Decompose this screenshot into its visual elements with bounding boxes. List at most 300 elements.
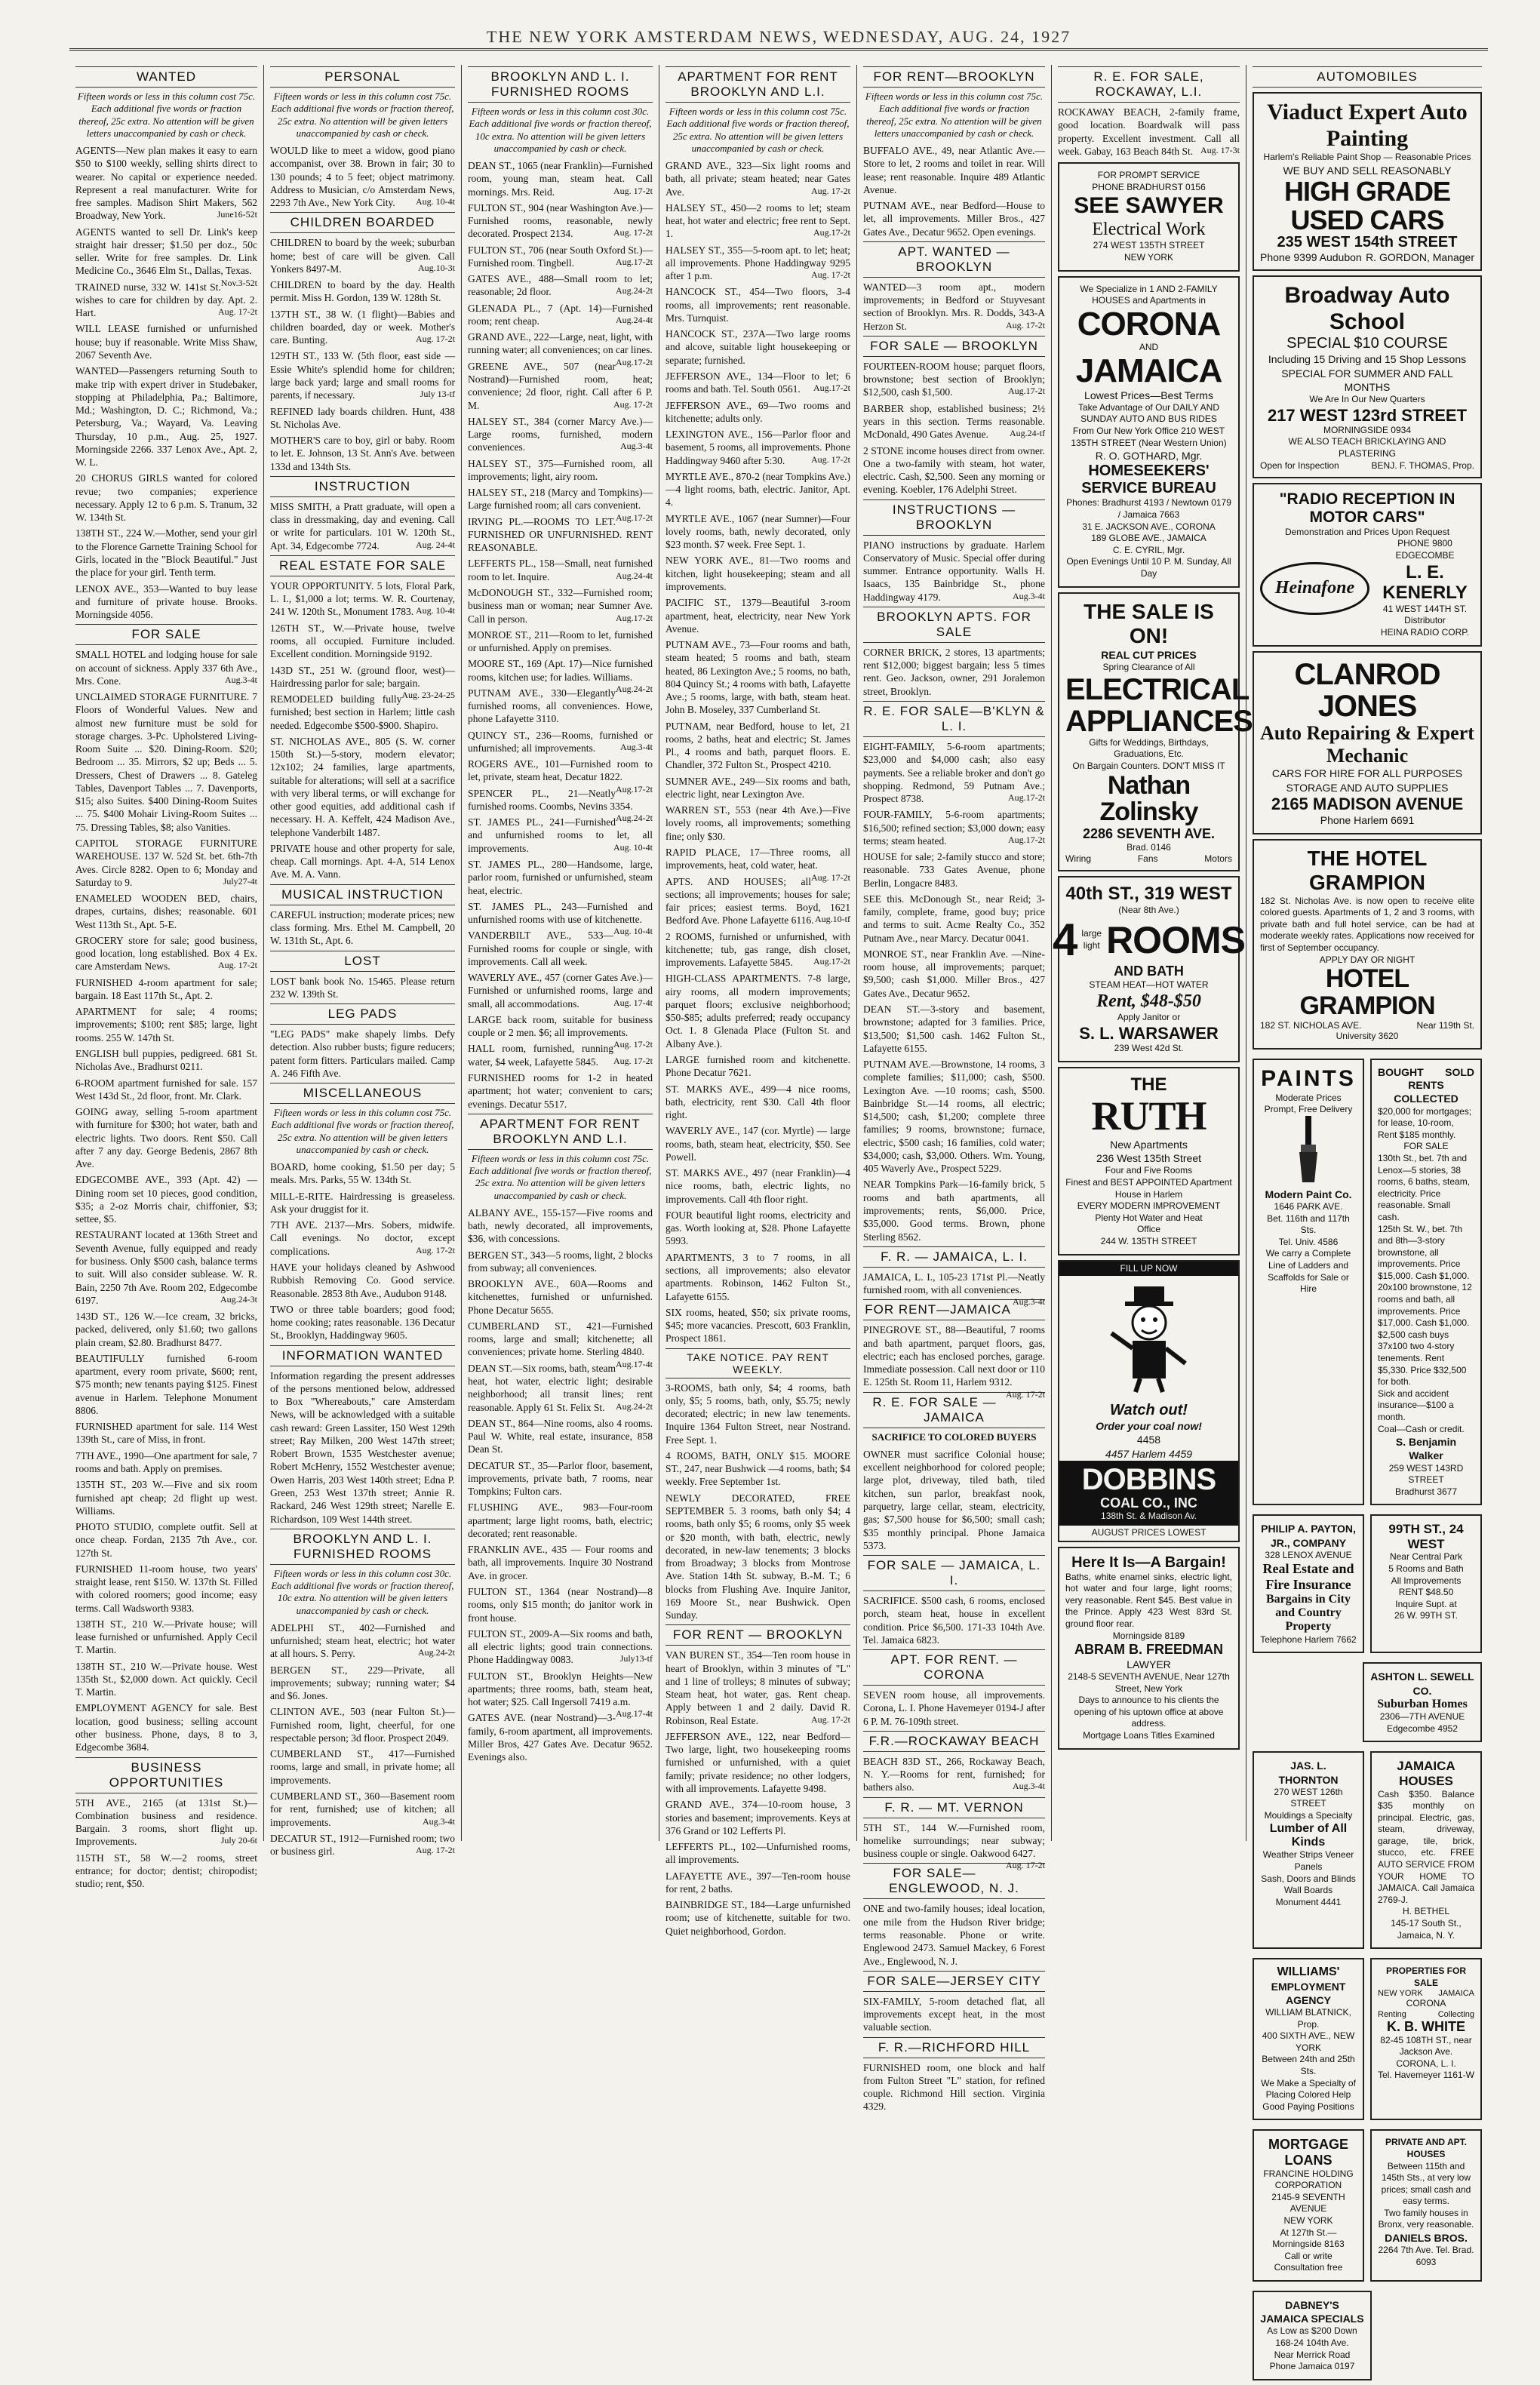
classified-ad xyxy=(75,1228,257,1307)
section-head-automobiles: AUTOMOBILES xyxy=(1253,66,1482,88)
classified-ad xyxy=(270,1705,455,1744)
ad-run-date: Aug.10-3t xyxy=(418,262,455,273)
ad-text: SACRIFICE. $500 cash, 6 rooms, enclosed porch, steam heat, house in excellent condition. Price $6,500. 171-33 104th Ave. Tel. Jamaica 6823. xyxy=(863,1595,1045,1646)
ad-text: WANTED—3 room apt., modern improvements; in Bedford or Stuyvesant section of Brooklyn. Mrs. R. Dodds, 343-A Herzon St. xyxy=(863,281,1045,332)
ad-text: PUTNAM AVE.—Brownstone, 14 rooms, 3 complete families; $11,000; cash, $500. Lexington Ave. —10 rooms; cash, $500. Bainbridge St.—14 rooms, all electric; $14,500; cash, $1,200; complete three families; 9 rooms, brownstone; furnace, electric, $500 cash; 16 families, cold water; $34,000; cash, $3,000. Others. Wm. Young, 405 Waverly Ave., Prospect 5229. xyxy=(863,1059,1045,1175)
ad-list xyxy=(863,539,1045,604)
ad-text: 5TH AVE., 2165 (at 131st St.)—Combination business and residence. Bargain. 3 rooms, short flight up. Improvements. xyxy=(75,1796,257,1848)
ad-row-payton-99th xyxy=(1253,1510,1482,1658)
classified-ad xyxy=(75,582,257,622)
ad-text: WANTED—Passengers returning South to make trip with expert driver in Studebaker, stopping at Philadelphia, Pa.; Baltimore, Md.; Washington, D. C.; Richmond, Va.; Petersburg, Va.; Wayard, Va. Leaving Thursday, 10 p.m., Aug. 25, 1927. Morningside 2266. 337 Lenox Ave., Apt. 2, W. L. xyxy=(75,365,257,469)
ad-text: MYRTLE AVE., 1067 (near Sumner)—Four lovely rooms, bath, newly decorated, only $23 month. $7 week. Free Sept. 1. xyxy=(665,512,850,551)
classified-ad xyxy=(665,554,850,593)
ad-text: 20 CHORUS GIRLS wanted for colored revue; two companies; experience necessary. Apply 12 to 6 p.m. S. Tranum, 32 W. 134th St. xyxy=(75,472,257,524)
ad-text: PUTNAM AVE., 330—Elegantly furnished rooms, all conveniences. Howe, phone Lafayette 3110. xyxy=(468,687,653,725)
ad-run-date: Aug. 10-4t xyxy=(416,605,455,616)
ad-text: LARGE furnished room and kitchenette. Phone Decatur 7621. xyxy=(665,1054,850,1079)
ad-run-date: Aug.24-2t xyxy=(616,285,653,297)
section-head-apartment-for-rent: APARTMENT FOR RENT BROOKLYN AND L.I. xyxy=(665,66,850,103)
ad-run-date: Aug.17-2t xyxy=(813,227,850,238)
ad-payton: PHILIP A. PAYTON, JR., COMPANY 328 LENOX AVENUE Real Estate and Fire Insurance Bargains in City and Country Property Telephone Harlem 7662 xyxy=(1253,1514,1364,1653)
ad-list xyxy=(468,1206,653,1764)
classified-ad xyxy=(665,972,850,1050)
classified-ad xyxy=(468,1277,653,1317)
ad-text: RESTAURANT located at 136th Street and Seventh Avenue, fully equipped and ready for business. Only $500 cash, balance terms to suit. Will also consider sublease. W. R. Bain, 2250 7th Ave. Room 202, Edgecombe 6197. xyxy=(75,1229,257,1306)
masthead: THE NEW YORK AMSTERDAM NEWS, WEDNESDAY, AUG. 24, 1927 xyxy=(69,23,1488,51)
classified-ad xyxy=(665,720,850,772)
classified-ad xyxy=(863,1821,1045,1871)
rate-note: Fifteen words or less in this column cost 75c. Each additional five words or fraction thereof, 25c extra. No attention will be given letters unaccompanied by cash or check. xyxy=(865,91,1044,139)
ad-text: 126TH ST., W.—Private house, twelve rooms, all occupied. Furniture included. Excellent condition. Morningside 9192. xyxy=(270,622,455,660)
ad-list xyxy=(75,648,257,1753)
classified-ad xyxy=(270,349,455,401)
classified-ad xyxy=(863,402,1045,441)
ad-text: ENGLISH bull puppies, pedigreed. 681 St. Nicholas Ave., Bradhurst 0211. xyxy=(75,1048,257,1073)
section-head: F. R.—RICHFORD HILL xyxy=(863,2037,1045,2058)
ad-list xyxy=(863,740,1045,1243)
section-head-real-estate: REAL ESTATE FOR SALE xyxy=(270,555,455,576)
classified-ad xyxy=(270,1621,455,1661)
sacrifice-note: SACRIFICE TO COLORED BUYERS xyxy=(871,1431,1037,1443)
rate-note: Fifteen words or less in this column cost 75c. Each additional five words or fraction thereof, 25c extra. No attention will be given letters unaccompanied by cash or check. xyxy=(271,1107,454,1155)
ad-text: ST. JAMES PL., 241—Furnished and unfurnished rooms to let, all improvements. xyxy=(468,816,653,854)
ad-text: HALSEY ST., 384 (corner Marcy Ave.)—Large rooms, furnished, modern conveniences. xyxy=(468,415,653,453)
classified-ad xyxy=(75,1005,257,1044)
ad-list xyxy=(863,1755,1045,1794)
ad-run-date: July13-tf xyxy=(619,1653,653,1664)
classified-ad xyxy=(468,1071,653,1111)
classified-ad xyxy=(75,1563,257,1615)
classified-ad xyxy=(468,1206,653,1246)
ad-text: ST. JAMES PL., 280—Handsome, large, parlor room, furnished or unfurnished, steam heat, electric. xyxy=(468,859,653,896)
ad-run-date: Aug.3-4t xyxy=(1013,1296,1045,1308)
classified-ad xyxy=(468,557,653,583)
ad-text: 4 ROOMS, BATH, ONLY $15. MOORE ST., 247, near Bushwick —4 rooms, bath; $4 weekly. Free September 1st. xyxy=(665,1449,850,1488)
classified-ad xyxy=(863,1755,1045,1794)
ad-text: LENOX AVE., 353—Wanted to buy lease and furniture of private house. Brooks. Morningside 4056. xyxy=(75,582,257,621)
ad-run-date: Aug. 17-2t xyxy=(416,333,455,345)
ad-run-date: Aug. 23-24-25 xyxy=(401,690,455,701)
ad-run-date: Aug.17-2t xyxy=(616,356,653,367)
section-head-for-sale: FOR SALE xyxy=(75,624,257,645)
ad-text: 7TH AVE. 2137—Mrs. Sobers, midwife. Call evenings. No doctor, except complications. xyxy=(270,1219,455,1257)
ad-text: 137TH ST., 38 W. (1 flight)—Babies and children boarded, day or week. Mother's care. Bunting. xyxy=(270,308,455,346)
ad-text: SUMNER AVE., 249—Six rooms and bath, electric light, near Lexington Ave. xyxy=(665,775,850,800)
classified-ad xyxy=(75,1047,257,1074)
section-head-info: INFORMATION WANTED xyxy=(270,1345,455,1366)
ad-text: NEWLY DECORATED, FREE SEPTEMBER 5. 3 rooms, bath only $4; 4 rooms, bath only $5; 6 rooms, only $5 week or $20 month, with bath, electric, newly decorated, in new-law tenements; 3 blocks from Broadway; 3 blocks from Montrose Ave. Station 14th St. subway, B.-M. T.; 6 blocks from Flushing Ave. Inquire Janitor, 169 Moore St., near Bushwick. Open Sunday. xyxy=(665,1492,850,1621)
ad-text: LEXINGTON AVE., 156—Parlor floor and basement, 5 rooms, all improvements. Phone Haddingway 9460 after 5:30. xyxy=(665,429,850,466)
ad-text: 143D ST., 126 W.—Ice cream, 32 bricks, packed, delivered, only $1.60; two gallons plain cream, $2.80. Bradhurst 8477. xyxy=(75,1311,257,1348)
ad-run-date: Aug.3-4t xyxy=(1013,590,1045,601)
ad-kb-white: PROPERTIES FOR SALE NEW YORK JAMAICA CORONA Renting Collecting K. B. WHITE 82-45 108TH ST., near Jackson Ave. CORONA, L. I. Tel. Havemeyer 1161-W xyxy=(1370,1958,1482,2120)
ad-text: VANDERBILT AVE., 533—Furnished rooms for couple or single, with improvements. Call all week. xyxy=(468,930,653,967)
ad-text: DEAN ST., 864—Nine rooms, also 4 rooms. Paul W. White, real estate, insurance, 858 Dean St. xyxy=(468,1417,653,1455)
classified-ad xyxy=(270,1664,455,1703)
ad-run-date: Aug.3-4t xyxy=(225,674,257,685)
section-head-apartment-for-rent: APARTMENT FOR RENT BROOKLYN AND L.I. xyxy=(468,1114,653,1150)
ad-text: ALBANY AVE., 155-157—Five rooms and bath, newly decorated, all improvements, $36, with concessions. xyxy=(468,1206,653,1245)
classified-ad xyxy=(270,236,455,275)
ad-text: LEFFERTS PL., 158—Small, neat furnished room to let. Inquire. xyxy=(468,558,653,582)
ad-run-date: June16-52t xyxy=(217,209,257,220)
ad-clanrod-jones: CLANROD JONES Auto Repairing & Expert Mechanic CARS FOR HIRE FOR ALL PURPOSES STORAGE AND AUTO SUPPLIES 2165 MADISON AVENUE Phone Harlem 6691 xyxy=(1253,651,1482,835)
ad-text: AGENTS wanted to sell Dr. Link's keep straight hair dresser; $1.50 per doz., 50c seller. Write for free samples. Dr. Link Medicine Co., 3646 Elm St., Dallas, Texas. xyxy=(75,226,257,277)
ad-run-date: Aug.24-2t xyxy=(418,1647,455,1658)
paint-brush-icon xyxy=(1293,1116,1323,1184)
classified-ad xyxy=(468,1459,653,1498)
ad-text: McDONOUGH ST., 332—Furnished room; business man or woman; near Sumner Ave. Call in person. xyxy=(468,586,653,625)
ad-text: FURNISHED 4-room apartment for sale; bargain. 18 East 117th St., Apt. 2. xyxy=(75,976,257,1001)
ad-text: APARTMENT for sale; 4 rooms; improvements; $100; rent $85; large, light rooms. 255 W. 147th St. xyxy=(75,1006,257,1043)
classified-ad xyxy=(75,976,257,1003)
ad-text: HAVE your holidays cleaned by Ashwood Rubbish Removing Co. Good service. Reasonable. 2853 8th Ave., Audubon 9148. xyxy=(270,1262,455,1299)
classified-ad xyxy=(863,199,1045,238)
classified-ad xyxy=(270,434,455,473)
section-head: F. R. — MT. VERNON xyxy=(863,1797,1045,1818)
ad-text: 6-ROOM apartment furnished for sale. 157 West 143d St., 2d floor, front. Mr. Clark. xyxy=(75,1077,257,1102)
section-head-instruction: INSTRUCTION xyxy=(270,476,455,497)
ad-text: 129TH ST., 133 W. (5th floor, east side — Essie White's splendid home for children; large back yard; large and small rooms for parents, if necessary. xyxy=(270,350,455,401)
classified-ad xyxy=(270,1219,455,1258)
ad-text: ST. NICHOLAS AVE., 805 (S. W. corner 150th St.)—5-story, modern elevator; 12x102; 24 families, large apartments, suitable for alterations; will sell at a sacrifice with very liberal terms, or will exchange for other good equities, add additional cash if necessary. H. A. Keffelt, 424 Madison Ave., telephone Vanderbilt 1487. xyxy=(270,735,455,838)
classified-ad xyxy=(665,1449,850,1489)
ad-text: PHOTO STUDIO, complete outfit. Sell at once cheap. Fordan, 2135 7th Ave., cor. 127th St. xyxy=(75,1521,257,1559)
classified-ad xyxy=(270,1747,455,1787)
ad-jamaica-houses: JAMAICA HOUSES Cash $350. Balance $35 monthly on principal. Electric, gas, steam, driveway, garage, tile, brick, stucco, etc. FREE AUTO SERVICE FROM YOUR HOME TO JAMAICA. Call Jamaica 2769-J. H. BETHEL 145-17 South St., Jamaica, N. Y. xyxy=(1370,1751,1482,1949)
ad-text: SIX rooms, heated, $50; six private rooms, $45; more vacancies. Prescott, 603 Franklin, Prospect 1861. xyxy=(665,1306,850,1345)
ad-text: REMODELED building fully furnished; best section in Harlem; little cash needed. Edgecombe $500-$900. Shapiro. xyxy=(270,693,455,731)
ad-text: JAMAICA, L. I., 105-23 171st Pl.—Neatly furnished room, with all conveniences. xyxy=(863,1271,1045,1296)
ad-text: WOULD like to meet a widow, good piano accompanist, over 38. Brown in fair; 30 to 130 pounds; 4 to 5 feet; object matrimony. Address to Musician, c/o Amsterdam News, 2293 7th Ave., New York City. xyxy=(270,145,455,209)
ad-sawyer: FOR PROMPT SERVICE PHONE BRADHURST 0156 SEE SAWYER Electrical Work 274 WEST 135TH STREET NEW YORK xyxy=(1058,162,1240,271)
classified-ad xyxy=(863,444,1045,496)
ad-run-date: Aug.17-2t xyxy=(616,612,653,623)
section-head-musical: MUSICAL INSTRUCTION xyxy=(270,884,455,905)
ad-list xyxy=(665,1649,850,1938)
ad-run-date: Aug. 10-4t xyxy=(416,196,455,207)
classified-ad xyxy=(863,1448,1045,1552)
classified-ad xyxy=(75,1310,257,1349)
classified-ad xyxy=(863,1995,1045,2034)
ad-text: PUTNAM AVE., 73—Four rooms and bath, steam heated; 5 rooms and bath, steam heated, 86 Lexington Ave.; 5 rooms, no bath, 804 Quincy St.; 4 rooms with bath, Lafayette Ave.; 5 rooms, large, with bath, steam heat. John B. Moseley, 337 Cumberland St. xyxy=(665,639,850,716)
classified-ad xyxy=(665,1649,850,1727)
ad-run-date: Aug.24-2t xyxy=(616,813,653,824)
ad-text: FRANKLIN AVE., 435 — Four rooms and bath, all improvements. Inquire 30 Nostrand Ave. in grocer. xyxy=(468,1544,653,1581)
ad-list xyxy=(863,1323,1045,1400)
ad-text: ENAMELED WOODEN BED, chairs, drapes, curtains, dishes; reasonable. 601 West 113th St., Apt. 5-E. xyxy=(75,893,257,930)
classified-ad xyxy=(75,1420,257,1446)
ad-run-date: Aug.17-2t xyxy=(1008,386,1045,397)
classified-ad xyxy=(75,1352,257,1417)
ad-text: MOORE ST., 169 (Apt. 17)—Nice furnished rooms, kitchen use; for ladies. Williams. xyxy=(468,658,653,683)
classified-ad xyxy=(665,1053,850,1080)
classified-ad xyxy=(863,1003,1045,1055)
classified-ad xyxy=(468,159,653,198)
ad-run-date: Aug.24-2t xyxy=(616,1400,653,1412)
classified-ad xyxy=(665,1870,850,1896)
classified-ad xyxy=(665,470,850,509)
ad-run-date: Aug. 17-2t xyxy=(613,1039,653,1050)
classified-ad xyxy=(468,272,653,299)
classified-ad xyxy=(468,415,653,454)
ad-run-date: Aug.24-tf xyxy=(1010,428,1045,439)
ad-run-date: Aug.24-2t xyxy=(616,683,653,694)
classified-ad xyxy=(468,657,653,694)
ad-40th-street: 40th ST., 319 WEST (Near 8th Ave.) 4 large light ROOMS AND BATH STEAM HEAT—HOT WATER Rent, $48-$50 Apply Janitor or S. L. WARSAWER 239 West 42d St. xyxy=(1058,876,1240,1062)
classified-ad xyxy=(665,201,850,241)
ad-text: BUFFALO AVE., 49, near Atlantic Ave.—Store to let, 2 rooms and toilet in rear. Will lease; rent reasonable. Inquire 489 Atlantic Avenue. xyxy=(863,145,1045,195)
ad-run-date: Aug. 17-2t xyxy=(613,398,653,410)
ad-run-date: Aug.17-2t xyxy=(813,383,850,394)
classified-ad xyxy=(665,1166,850,1206)
section-head-brooklyn-rooms: BROOKLYN AND L. I. FURNISHED ROOMS xyxy=(468,66,653,103)
ad-text: LEFFERTS PL., 102—Unfurnished rooms, all improvements. xyxy=(665,1841,850,1866)
ad-run-date: Aug. 17-2t xyxy=(811,871,850,883)
ad-text: FULTON ST., 904 (near Washington Ave.)—Furnished rooms, reasonable, newly decorated. Prospect 2134. xyxy=(468,201,653,240)
ad-corona-jamaica: We Specialize in 1 AND 2-FAMILY HOUSES and Apartments in CORONA AND JAMAICA Lowest Prices—Best Terms Take Advantage of Our DAILY AND SUNDAY AUTO AND BUS RIDES From Our New York Office 210 WEST 135TH STREET (Near Western Union) R. O. GOTHARD, Mgr. HOMESEEKERS' SERVICE BUREAU Phones: Bradhurst 4193 / Newtown 0179 / Jamaica 7663 31 E. JACKSON AVE., CORONA 189 GLOBE AVE., JAMAICA C. E. CYRIL, Mgr. Open Evenings Until 10 P. M. Sunday, All Day xyxy=(1058,276,1240,588)
classified-ad xyxy=(270,1303,455,1342)
ad-list xyxy=(270,500,455,552)
ad-text: FURNISHED rooms for 1-2 in heated apartment; hot water; convenient to cars; evenings. Decatur 5517. xyxy=(468,1072,653,1110)
ad-run-date: Aug. 10-4t xyxy=(613,926,653,937)
ad-the-ruth: THE RUTH New Apartments 236 West 135th Street Four and Five Rooms Finest and BEST APPOINTED Apartment House in Harlem EVERY MODERN IMPROVEMENT Plenty Hot Water and Heat Office 244 W. 135TH STREET xyxy=(1058,1067,1240,1256)
ad-text: DEAN ST.—3-story and basement, brownstone; adapted for 3 families. Price, $13,500; $1,500 cash. 1462 Fulton St., Lafayette 6155. xyxy=(863,1003,1045,1054)
classified-ad xyxy=(75,690,257,834)
ad-text: GATES AVE. (near Nostrand)—3-family, 6-room apartment, all improvements. Miller Bros, 427 Gates Ave. Decatur 9652. Evenings also. xyxy=(468,1712,653,1763)
classified-ad xyxy=(665,512,850,552)
classified-ad xyxy=(665,1730,850,1795)
ad-text: SIX-FAMILY, 5-room detached flat, all improvements except heat, in the most valuable section. xyxy=(863,1995,1045,2033)
column-automobiles xyxy=(1246,65,1488,2372)
classified-ad xyxy=(468,1249,653,1275)
classified-ad xyxy=(863,1689,1045,1728)
ad-run-date: Aug. 17-2t xyxy=(416,1845,455,1856)
ad-text: IRVING PL.—ROOMS TO LET. FURNISHED OR UNFURNISHED. RENT REASONABLE. xyxy=(468,515,653,554)
ad-hotel-grampion: THE HOTEL GRAMPION 182 St. Nicholas Ave. is now open to receive elite colored guests. Apartments of 1, 2 and 3 rooms, with private bath and full hotel service, can be had at moderate weekly rates. Applications now received for first of September occupancy. APPLY DAY OR NIGHT HOTEL GRAMPION 182 ST. NICHOLAS AVE. Near 119th St. University 3620 xyxy=(1253,839,1482,1050)
ad-run-date: Aug.17-4t xyxy=(616,1708,653,1720)
ad-text: HALSEY ST., 375—Furnished room, all improvements; light, airy room. xyxy=(468,457,653,482)
section-head: FOR SALE — JAMAICA, L. I. xyxy=(863,1555,1045,1591)
classified-ad xyxy=(75,226,257,288)
classified-ad xyxy=(270,1790,455,1829)
ad-run-date: Aug. 17-2t xyxy=(218,960,257,971)
ad-text: LOST bank book No. 15465. Please return 232 W. 139th St. xyxy=(270,975,455,1000)
classified-ad xyxy=(75,527,257,579)
classified-ad xyxy=(270,579,455,619)
classified-ad xyxy=(1058,106,1240,158)
ad-text: HANCOCK ST., 454—Two floors, 3-4 rooms, all improvements; rent reasonable. Mrs. Turnquist. xyxy=(665,286,850,324)
ad-text: LARGE back room, suitable for business couple or 2 men. $6; all improvements. xyxy=(468,1013,653,1039)
classified-ad xyxy=(665,1898,850,1938)
classified-ad xyxy=(75,1478,257,1517)
classified-ad xyxy=(863,850,1045,890)
ad-text: 2 STONE income houses direct from owner. One a two-family with steam, hot water, electric. Cash, $2,500. Seen any morning or evening. Koebler, 176 Adelphi Street. xyxy=(863,444,1045,496)
ad-text: 143D ST., 251 W. (ground floor, west)—Hairdressing parlor for sale; bargain. xyxy=(270,664,455,689)
classified-ad xyxy=(75,1077,257,1103)
classified-ad xyxy=(75,837,257,889)
ad-dobbins-coal: FILL UP NOW Watch out! Order your coal now! 4458 4457 Harlem 4459 DOBBINS COAL CO., INC 138th St. & Madison Av. AUGUST PRICES LOWEST xyxy=(1058,1260,1240,1542)
ad-text: PUTNAM, near Bedford, house to let, 21 rooms, 2 baths, heat and electric; St. James Pl., 4 rooms and bath, parquet floors. E. Chandler, 372 Fulton St., Prospect 4210. xyxy=(665,720,850,771)
ad-text: FOUR beautiful light rooms, electricity and gas. Worth looking at, $28. Phone Lafayette 5993. xyxy=(665,1209,850,1247)
ad-list xyxy=(863,1821,1045,1871)
classified-ad xyxy=(863,646,1045,698)
ad-text: 138TH ST., 224 W.—Mother, send your girl to the Florence Garnette Training School for Girls, located in the "Block Beautiful." Just the place for your girl. Tenth term. xyxy=(75,527,257,579)
ad-row-williams-properties xyxy=(1253,1953,1482,2125)
ad-text: SMALL HOTEL and lodging house for sale on account of sickness. Apply 337 6th Ave., Mrs. Cone. xyxy=(75,649,257,687)
ad-text: SEVEN room house, all improvements. Corona, L. I. Phone Havemeyer 0194-J after 6 P. M. 76-109th street. xyxy=(863,1689,1045,1727)
classified-ad xyxy=(75,1660,257,1699)
classified-ad xyxy=(665,428,850,467)
ad-text: ROCKAWAY BEACH, 2-family frame, good location. Boardwalk will pass property. Excellent investment. Call all week. Gabay, 163 Beach 84th St. xyxy=(1058,106,1240,157)
ad-text: AGENTS—New plan makes it easy to earn $50 to $100 weekly, selling shirts direct to wearer. No capital or experience needed. Represent a real manufacturer. Write for free samples. Madison Shirt Makers, 562 Broadway, New York. xyxy=(75,145,257,222)
classified-ad xyxy=(863,539,1045,604)
classified-ad xyxy=(75,1173,257,1225)
ad-dabney: DABNEY'S JAMAICA SPECIALS As Low as $200 Down 168-24 104th Ave. Near Merrick Road Phone Jamaica 0197 xyxy=(1253,2291,1372,2380)
ad-text: MONROE ST., 211—Room to let, furnished or unfurnished. Apply on premises. xyxy=(468,629,653,654)
ad-row-paints-bought xyxy=(1253,1054,1482,1510)
ad-run-date: July 13-tf xyxy=(420,389,455,400)
classified-ad xyxy=(468,1585,653,1624)
ad-text: APARTMENTS, 3 to 7 rooms, in all sections, all improvements; also elevator apartments. Robinson, 1462 Fulton St., Lafayette 6155. xyxy=(665,1251,850,1302)
ad-run-date: July 20-6t xyxy=(220,1835,257,1846)
ad-list xyxy=(665,159,850,1345)
classified-ad xyxy=(75,1852,257,1891)
classified-ad xyxy=(270,908,455,948)
classified-ad xyxy=(468,244,653,270)
classified-ad xyxy=(665,596,850,635)
ad-list xyxy=(863,360,1045,496)
ad-text: GRAND AVE., 222—Large, neat, light, with running water; all conveniences; on car lines. xyxy=(468,331,653,356)
ad-text: DEAN ST., 1065 (near Franklin)—Furnished room, young man, steam heat. Call mornings. Mrs. Reid. xyxy=(468,160,653,198)
ad-text: BERGEN ST., 343—5 rooms, light, 2 blocks from subway; all conveniences. xyxy=(468,1249,653,1274)
section-head: BROOKLYN APTS. FOR SALE xyxy=(863,607,1045,643)
ad-run-date: Nov.3-52t xyxy=(220,277,257,288)
ad-text: BEACH 83D ST., 266, Rockaway Beach, N. Y.—Rooms for rent, furnished; for bathers also. xyxy=(863,1755,1045,1793)
ad-run-date: Aug.24-4t xyxy=(616,314,653,325)
ad-text: GREENE AVE., 507 (near Nostrand)—Furnished room, heat; convenience; 2d floor, right. Call after 6 P. M. xyxy=(468,360,653,411)
ad-list xyxy=(270,144,455,209)
classified-ad xyxy=(665,370,850,396)
ad-text: 5TH ST., 144 W.—Furnished room, homelike surroundings; near subway; business couple or single. Oakwood 6427. xyxy=(863,1821,1045,1860)
ad-text: 135TH ST., 203 W.—Five and six room furnished apt cheap; 2d flight up west. Williams. xyxy=(75,1479,257,1517)
section-head: INSTRUCTIONS — BROOKLYN xyxy=(863,499,1045,536)
ad-run-date: Aug. 17-2t xyxy=(811,1713,850,1725)
ad-text: HOUSE for sale; 2-family stucco and store; reasonable. 733 Gates Avenue, phone Berlin, Longacre 8483. xyxy=(863,851,1045,889)
ad-run-date: Aug. 17-2t xyxy=(811,453,850,465)
classified-ad xyxy=(270,1028,455,1080)
ad-list xyxy=(270,1160,455,1342)
section-head: R. E. FOR SALE, ROCKAWAY, L.I. xyxy=(1058,66,1240,103)
ad-williams-employment: WILLIAMS' EMPLOYMENT AGENCY WILLIAM BLATNICK, Prop. 400 SIXTH AVE., NEW YORK Between 24th and 25th Sts. We Make a Specialty of Placing Colored Help Good Paying Positions xyxy=(1253,1958,1364,2120)
ad-text: CHILDREN to board by the day. Health permit. Miss H. Gordon, 139 W. 128th St. xyxy=(270,279,455,304)
classified-ad xyxy=(270,1190,455,1216)
heinafone-logo: Heinafone xyxy=(1274,578,1355,598)
ad-text: FOUR-FAMILY, 5-6-room apartments; $16,500; refined section; $3,000 down; easy terms; steam heated. xyxy=(863,809,1045,847)
ad-text: BEAUTIFULLY furnished 6-room apartment, every room private, $600; rent, $75 month; new tenants paying $125. Finest avenue in Harlem. Telephone Monument 8806. xyxy=(75,1352,257,1416)
ad-benjamin-walker: BOUGHT SOLD RENTS COLLECTED $20,000 for mortgages; for lease, 10-room, Rent $185 monthly. FOR SALE 130th St., bet. 7th and Lenox—5 stories, 38 rooms, 6 baths, steam, electricity. Price reasonable. Small cash. 125th St. W., bet. 7th and 8th—3-story brownstone, all improvements. Price $15,000. Cash $1,000. 20x100 brownstone, 12 rooms and bath, all improvements. Price $17,000. Cash $1,000. $2,500 cash buys 37x100 two 4-story tenements. Rent $5,330. Price $32,500 for both. Sick and accident insurance—$100 a month. Coal—Cash or credit. S. Benjamin Walker 259 WEST 143RD STREET Bradhurst 3677 xyxy=(1370,1059,1482,1505)
classified-ad xyxy=(665,399,850,426)
ad-run-date: Aug.3-4t xyxy=(1013,1781,1045,1792)
classified-ad xyxy=(270,500,455,552)
ad-text: BROOKLYN AVE., 60A—Rooms and kitchenettes, furnished or unfurnished. Phone Decatur 5655. xyxy=(468,1278,653,1316)
ad-text: LAFAYETTE AVE., 397—Ten-room house for rent, 2 baths. xyxy=(665,1870,850,1895)
column-apartment-rent xyxy=(659,65,857,1937)
ad-run-date: Aug.17-2t xyxy=(616,512,653,523)
ad-bargain-freedman: Here It Is—A Bargain! Baths, white enamel sinks, electric light, hot water and four large, light rooms; very reasonable. Rent $45. Best value in the Prince. Apply 423 West 83rd St. ground floor rear. Morningside 8189 ABRAM B. FREEDMAN LAWYER 2148-5 SEVENTH AVENUE, Near 127th Street, New York Days to announce to his clients the opening of his uptown office at above address. Mortgage Loans Titles Examined xyxy=(1058,1547,1240,1750)
ad-text: 138TH ST., 210 W.—Private house. West 135th St., $2,000 down. Act quickly. Cecil T. Martin. xyxy=(75,1660,257,1698)
ad-text: GATES AVE., 488—Small room to let; reasonable; 2d floor. xyxy=(468,273,653,298)
ad-text: EMPLOYMENT AGENCY for sale. Best location, good business; selling account other business. Phone, days, 8 to 3, Edgecombe 3684. xyxy=(75,1702,257,1753)
ad-run-date: Aug.3-4t xyxy=(620,741,653,752)
classified-ad xyxy=(468,1013,653,1050)
classified-ad xyxy=(665,775,850,801)
rate-note: Fifteen words or less in this column cost 75c. Each additional five words or fraction thereof, 25c extra. No attention will be given letters unaccompanied by cash or check. xyxy=(469,1152,652,1201)
rate-note: Fifteen words or less in this column cost 30c. Each additional five words or fraction thereof, 10c extra. No attention will be given letters unaccompanied by cash or check. xyxy=(271,1567,454,1616)
classified-ad xyxy=(468,858,653,897)
classified-ad xyxy=(75,322,257,361)
section-head: FOR SALE—JERSEY CITY xyxy=(863,1971,1045,1992)
ad-list xyxy=(863,646,1045,698)
classified-ad xyxy=(863,948,1045,1000)
ad-text: QUINCY ST., 236—Rooms, furnished or unfurnished; all improvements. xyxy=(468,729,653,754)
ad-text: CORNER BRICK, 2 stores, 13 apartments; rent $12,000; biggest bargain; less 5 times rent. Geo. Jackson, owner, 291 Joralemon street, Brooklyn. xyxy=(863,646,1045,697)
classified-ad xyxy=(468,201,653,241)
ad-list xyxy=(863,1995,1045,2034)
ad-text: APTS. AND HOUSES; all sections; all improvements; houses for sale; fair prices; easiest terms. Boyd, 1621 Bedford Ave. Phone Lafayette 6116. xyxy=(665,875,850,927)
ad-run-date: Aug. 17-2t xyxy=(811,185,850,196)
rate-note: Fifteen words or less in this column cost 75c. Each additional five words or fraction thereof, 25c extra. No attention will be given letters unaccompanied by cash or check. xyxy=(271,91,454,139)
classified-ad xyxy=(863,1271,1045,1308)
ad-text: MOTHER'S care to boy, girl or baby. Room to let. E. Johnson, 13 St. Ann's Ave. between 133d and 134th Sts. xyxy=(270,435,455,472)
ad-run-date: Aug.24-4t xyxy=(616,570,653,581)
section-head: FOR SALE—ENGLEWOOD, N. J. xyxy=(863,1863,1045,1899)
ad-run-date: Aug. 17-2t xyxy=(1006,1860,1045,1871)
classified-ad xyxy=(665,1492,850,1622)
ad-text: FULTON ST., 1364 (near Nostrand)—8 rooms, only $15 month; do janitor work in front house. xyxy=(468,1585,653,1624)
ad-run-date: Aug.24-3t xyxy=(220,1293,257,1305)
classified-ad xyxy=(665,846,850,883)
column-personal xyxy=(264,65,462,1858)
section-head: F. R. — JAMAICA, L. I. xyxy=(863,1246,1045,1268)
ad-text: DEAN ST.—Six rooms, bath, steam heat, hot water, electric light; desirable neighborhood; all transit lines; rent reasonable. Apply 61 St. Felix St. xyxy=(468,1362,653,1413)
ad-heinafone-radio: "RADIO RECEPTION IN MOTOR CARS" Demonstration and Prices Upon Request Heinafone PHONE 9800 EDGECOMBE L. E. KENERLY 41 WEST 144TH ST. Distributor HEINA RADIO CORP. xyxy=(1253,483,1482,647)
ad-text: CAPITOL STORAGE FURNITURE WAREHOUSE. 137 W. 52d St. bet. 6th-7th Aves. Circle 8282. Open to 6; Monday and Saturday to 9. xyxy=(75,838,257,888)
ad-text: HIGH-CLASS APARTMENTS. 7-8 large, airy rooms, all modern improvements; parquet floors; exclusive neighborhood; $50-$85; adults preferred; ready occupancy Oct. 1. 8 Glenada Place (Fulton St. and Albany Ave.). xyxy=(665,973,850,1050)
classified-ad xyxy=(270,405,455,432)
ad-list xyxy=(75,1796,257,1891)
ad-text: WARREN ST., 553 (near 4th Ave.)—Five lovely rooms, all improvements; something fine; only $30. xyxy=(665,804,850,842)
ad-text: VAN BUREN ST., 354—Ten room house in heart of Brooklyn, within 3 minutes of "L" and 1 line of trolleys; 8 minutes of subway; Steam heat, hot water, gas. Rent cheap. Apply between 1 and 2 daily. David R. Robinson, Real Estate. xyxy=(665,1649,850,1726)
classified-ad xyxy=(468,971,653,1010)
classified-ad xyxy=(665,1382,850,1446)
ad-list xyxy=(863,281,1045,333)
classified-ad xyxy=(75,1105,257,1170)
ad-run-date: Aug.3-4t xyxy=(620,441,653,452)
classified-ad xyxy=(468,1627,653,1667)
classified-ad xyxy=(665,1124,850,1163)
ad-run-date: Aug.17-2t xyxy=(1008,834,1045,845)
ad-text: FURNISHED room, one block and half from Fulton Street "L" station, for refined couple. Richmond Hill section. Virginia 4329. xyxy=(863,2061,1045,2113)
classified-ad xyxy=(468,1320,653,1369)
ad-text: BOARD, home cooking, $1.50 per day; 5 meals. Mrs. Parks, 55 W. 134th St. xyxy=(270,1161,455,1186)
ad-list xyxy=(270,1621,455,1858)
ad-text: CLINTON AVE., 503 (near Fulton St.)—Furnished room, light, cheerful, for one respectable person; 3d floor. Prospect 2049. xyxy=(270,1706,455,1744)
ad-text: ST. MARKS AVE., 499—4 nice rooms, bath, electricity, rent $30. Call 4th floor right. xyxy=(665,1083,850,1121)
ad-text: PINEGROVE ST., 88—Beautiful, 7 rooms and bath apartment, parquet floors, gas, electric; each has enclosed porches, garage. Immediate possession. Call next door or 110 E. 125th St. Room 11, Harlem 9312. xyxy=(863,1324,1045,1388)
ad-run-date: Aug. 17-2t xyxy=(218,306,257,318)
classified-ad xyxy=(863,1178,1045,1243)
